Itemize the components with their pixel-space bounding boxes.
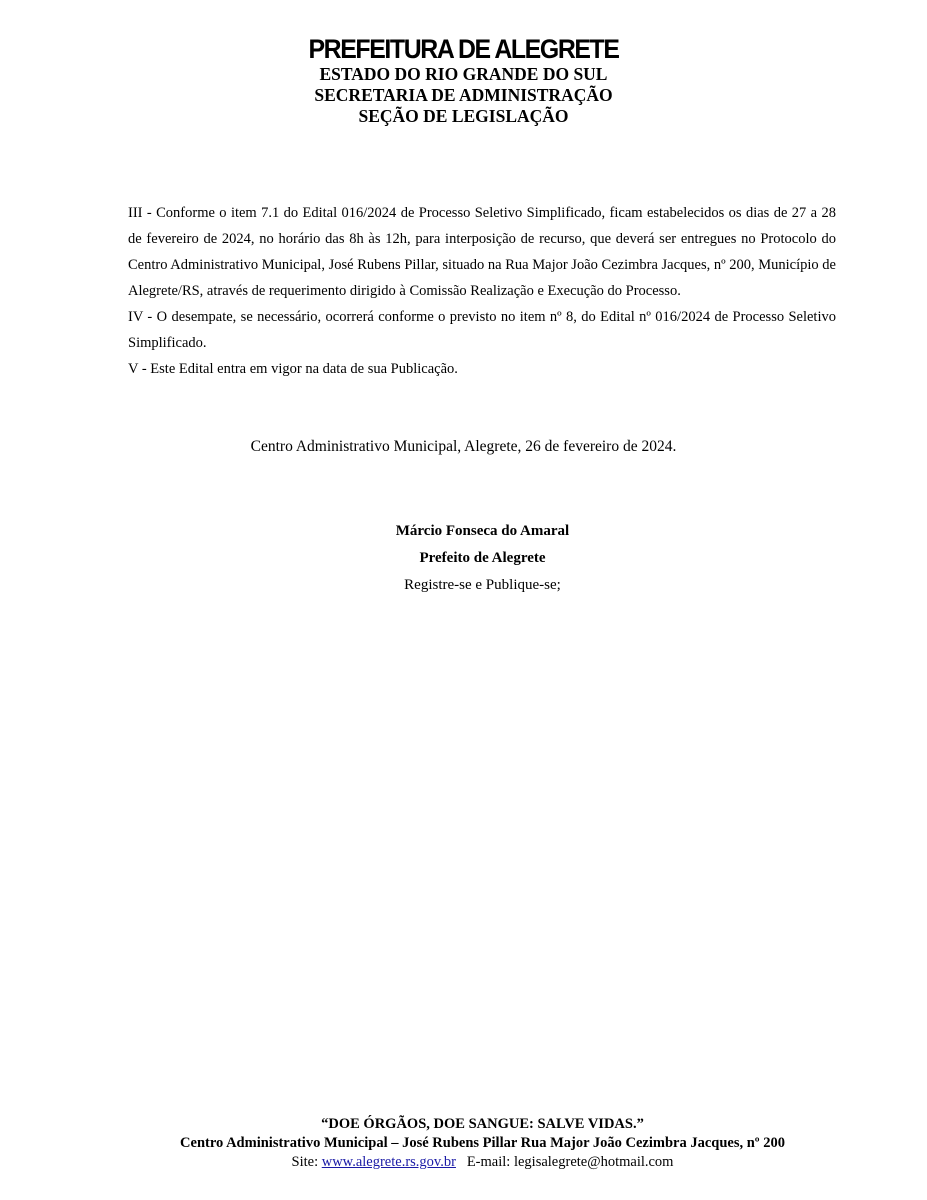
paragraph-text: Este Edital entra em vigor na data de sua Publicação. (146, 361, 458, 377)
site-label: Site: (291, 1154, 319, 1170)
paragraph-label: V - (128, 361, 147, 377)
footer-slogan: “DOE ÓRGÃOS, DOE SANGUE: SALVE VIDAS.” (321, 1116, 644, 1132)
paragraph-iv (128, 304, 836, 356)
paragraph-label: IV - (128, 309, 153, 325)
paragraph-text: Conforme o item 7.1 do Edital 016/2024 de Processo Seletivo Simplificado, ficam estabelecidos os dias de 27 a 28 de fevereiro de 2024, no horário das 8h às 12h, para interposição de recurso, que deverá ser entregues no Protocolo do Centro Administrativo Municipal, José Rubens Pillar, situado na Rua Major João Cezimbra Jacques, nº 200, Município de Alegrete/RS, através de requerimento dirigido à Comissão Realização e Execução do Processo. (128, 205, 836, 299)
secretariat-line: SECRETARIA DE ADMINISTRAÇÃO (314, 85, 613, 105)
brand-title: PREFEITURA DE ALEGRETE (308, 34, 619, 64)
section-line: SEÇÃO DE LEGISLAÇÃO (358, 106, 569, 126)
signature-block (0, 518, 927, 599)
site-link[interactable]: www.alegrete.rs.gov.br (321, 1154, 456, 1170)
signatory-name: Márcio Fonseca do Amaral (395, 523, 570, 539)
email-label: E-mail: (466, 1154, 511, 1170)
footer-contact (0, 1153, 927, 1172)
paragraph-label: III - (128, 205, 152, 221)
document-body (128, 200, 836, 382)
signatory-role: Prefeito de Alegrete (419, 550, 546, 566)
document-footer (0, 1115, 927, 1172)
paragraph-v (128, 356, 836, 382)
paragraph-iii (128, 200, 836, 304)
registration-note: Registre-se e Publique-se; (404, 577, 561, 593)
footer-address: Centro Administrativo Municipal – José Rubens Pillar Rua Major João Cezimbra Jacques, nº 200 (180, 1135, 785, 1151)
email-address: legisalegrete@hotmail.com (513, 1154, 674, 1170)
paragraph-text: O desempate, se necessário, ocorrerá conforme o previsto no item nº 8, do Edital nº 016/2024 de Processo Seletivo Simplificado. (128, 309, 836, 351)
state-line: ESTADO DO RIO GRANDE DO SUL (319, 64, 608, 84)
place-date: Centro Administrativo Municipal, Alegrete, 26 de fevereiro de 2024. (250, 438, 677, 455)
document-header (0, 34, 927, 127)
